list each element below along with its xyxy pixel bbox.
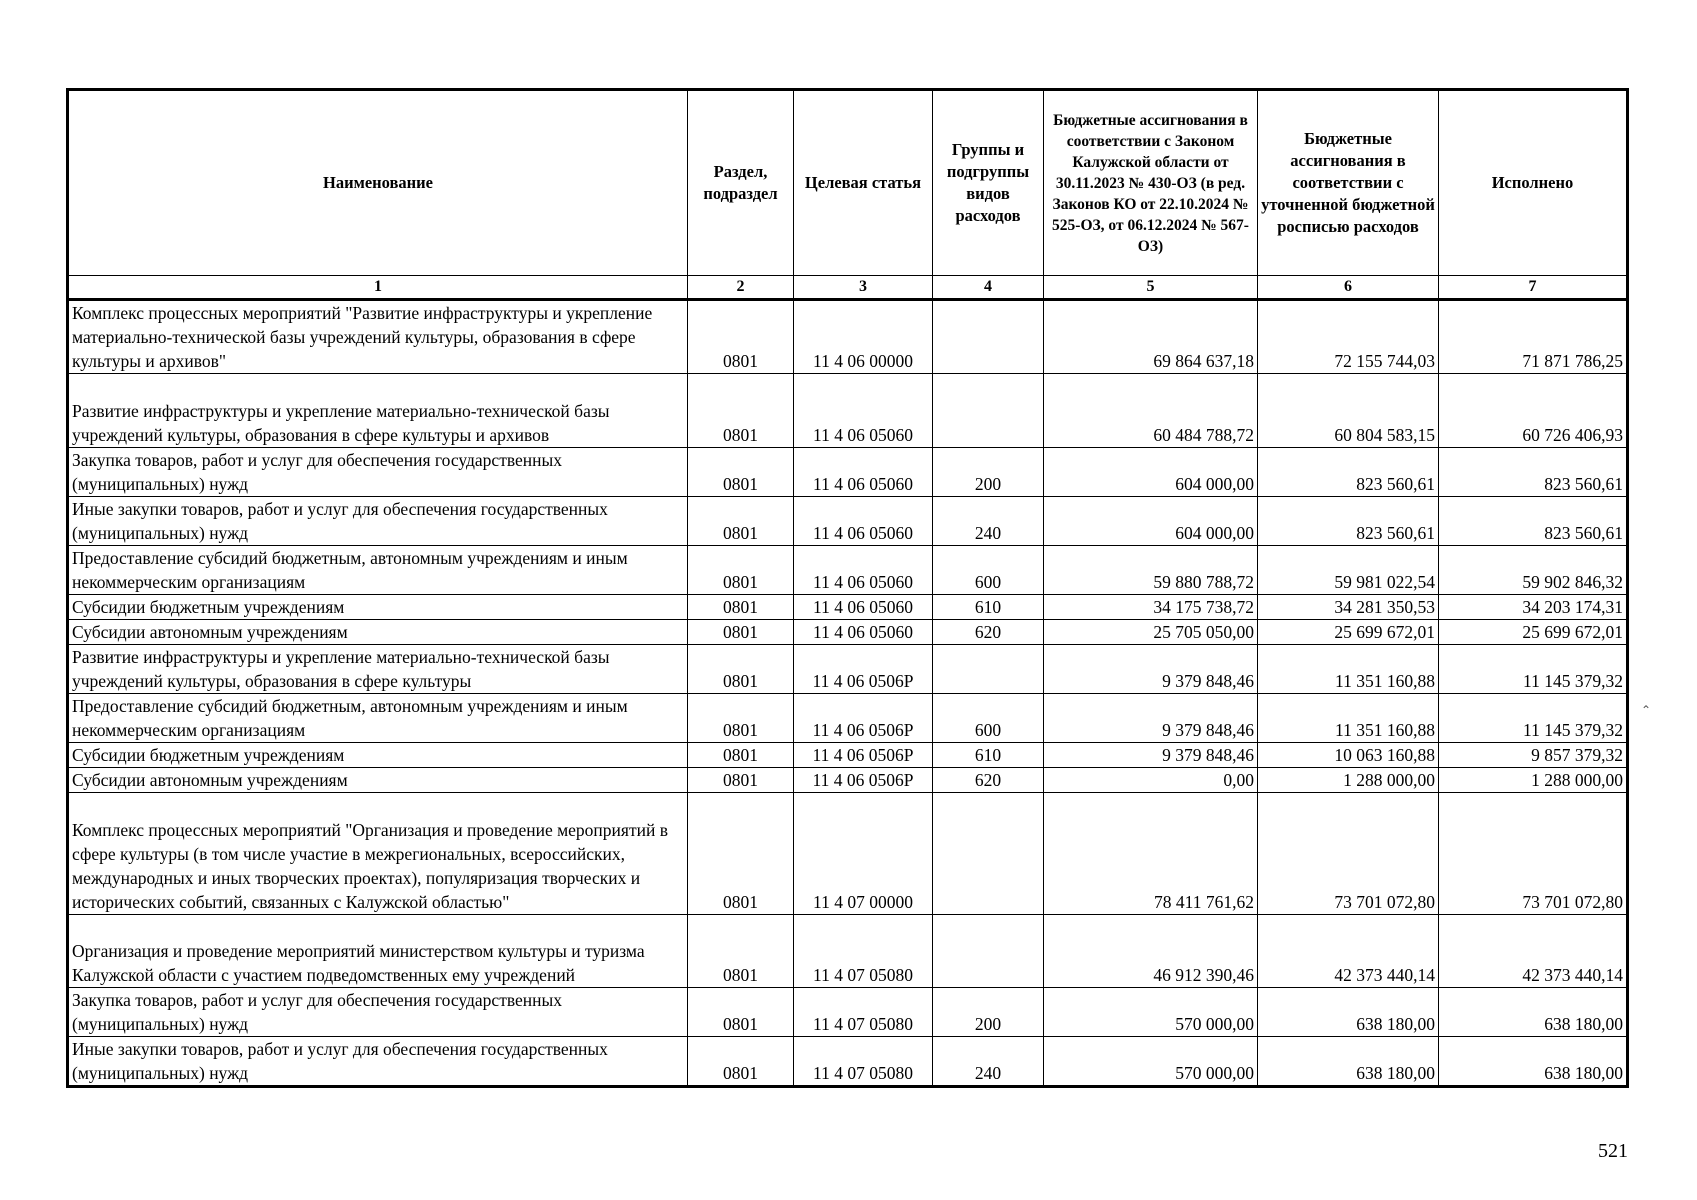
row-executed: 11 145 379,32 bbox=[1439, 645, 1628, 694]
row-section: 0801 bbox=[688, 1037, 794, 1087]
row-refined: 25 699 672,01 bbox=[1258, 620, 1439, 645]
row-executed: 638 180,00 bbox=[1439, 988, 1628, 1037]
row-refined: 60 804 583,15 bbox=[1258, 374, 1439, 448]
row-refined: 42 373 440,14 bbox=[1258, 915, 1439, 988]
row-target: 11 4 06 0506Р bbox=[794, 768, 933, 793]
row-law: 9 379 848,46 bbox=[1044, 743, 1258, 768]
row-law: 570 000,00 bbox=[1044, 988, 1258, 1037]
row-refined: 34 281 350,53 bbox=[1258, 595, 1439, 620]
row-section: 0801 bbox=[688, 768, 794, 793]
row-section: 0801 bbox=[688, 743, 794, 768]
row-law: 9 379 848,46 bbox=[1044, 694, 1258, 743]
row-refined: 59 981 022,54 bbox=[1258, 546, 1439, 595]
row-name: Субсидии бюджетным учреждениям bbox=[68, 743, 688, 768]
col-header-budget-refined: Бюджетные ассигнования в соответствии с уточненной бюджетной росписью расходов bbox=[1258, 90, 1439, 276]
row-executed: 42 373 440,14 bbox=[1439, 915, 1628, 988]
row-law: 69 864 637,18 bbox=[1044, 300, 1258, 374]
row-name: Развитие инфраструктуры и укрепление материально-технической базы учреждений культуры, образования в сфере культуры bbox=[68, 645, 688, 694]
row-section: 0801 bbox=[688, 300, 794, 374]
row-group: 240 bbox=[933, 1037, 1044, 1087]
row-name: Субсидии бюджетным учреждениям bbox=[68, 595, 688, 620]
row-executed: 823 560,61 bbox=[1439, 497, 1628, 546]
row-name: Закупка товаров, работ и услуг для обеспечения государственных (муниципальных) нужд bbox=[68, 988, 688, 1037]
row-section: 0801 bbox=[688, 988, 794, 1037]
row-name: Предоставление субсидий бюджетным, автономным учреждениям и иным некоммерческим организациям bbox=[68, 546, 688, 595]
row-target: 11 4 06 0506Р bbox=[794, 743, 933, 768]
row-group: 600 bbox=[933, 546, 1044, 595]
row-target: 11 4 07 05080 bbox=[794, 915, 933, 988]
row-law: 604 000,00 bbox=[1044, 497, 1258, 546]
row-law: 78 411 761,62 bbox=[1044, 793, 1258, 915]
budget-table bbox=[66, 88, 1629, 1088]
row-target: 11 4 06 05060 bbox=[794, 497, 933, 546]
col-header-target: Целевая статья bbox=[794, 90, 933, 276]
row-law: 604 000,00 bbox=[1044, 448, 1258, 497]
table-row bbox=[68, 1037, 1628, 1087]
row-refined: 10 063 160,88 bbox=[1258, 743, 1439, 768]
row-section: 0801 bbox=[688, 497, 794, 546]
row-target: 11 4 07 05080 bbox=[794, 1037, 933, 1087]
col-number: 2 bbox=[688, 276, 794, 300]
row-name: Субсидии автономным учреждениям bbox=[68, 620, 688, 645]
row-group: 620 bbox=[933, 620, 1044, 645]
row-group: 200 bbox=[933, 448, 1044, 497]
row-executed: 638 180,00 bbox=[1439, 1037, 1628, 1087]
row-group: 620 bbox=[933, 768, 1044, 793]
col-header-groups: Группы и подгруппы видов расходов bbox=[933, 90, 1044, 276]
row-refined: 823 560,61 bbox=[1258, 497, 1439, 546]
col-number: 1 bbox=[68, 276, 688, 300]
row-section: 0801 bbox=[688, 374, 794, 448]
row-name: Организация и проведение мероприятий министерством культуры и туризма Калужской области с участием подведомственных ему учреждений bbox=[68, 915, 688, 988]
row-refined: 638 180,00 bbox=[1258, 1037, 1439, 1087]
row-name: Комплекс процессных мероприятий "Развитие инфраструктуры и укрепление материально-технической базы учреждений культуры, образования в сфере культуры и архивов" bbox=[68, 300, 688, 374]
row-group: 600 bbox=[933, 694, 1044, 743]
table-row bbox=[68, 988, 1628, 1037]
page-number: 521 bbox=[1598, 1140, 1628, 1162]
row-executed: 1 288 000,00 bbox=[1439, 768, 1628, 793]
row-target: 11 4 06 05060 bbox=[794, 374, 933, 448]
table-row bbox=[68, 645, 1628, 694]
row-group bbox=[933, 645, 1044, 694]
row-executed: 73 701 072,80 bbox=[1439, 793, 1628, 915]
row-section: 0801 bbox=[688, 694, 794, 743]
row-executed: 60 726 406,93 bbox=[1439, 374, 1628, 448]
row-target: 11 4 06 05060 bbox=[794, 448, 933, 497]
col-header-name: Наименование bbox=[68, 90, 688, 276]
col-number: 7 bbox=[1439, 276, 1628, 300]
col-number: 6 bbox=[1258, 276, 1439, 300]
table-row bbox=[68, 595, 1628, 620]
row-law: 59 880 788,72 bbox=[1044, 546, 1258, 595]
table-row bbox=[68, 374, 1628, 448]
table-row bbox=[68, 793, 1628, 915]
row-target: 11 4 06 00000 bbox=[794, 300, 933, 374]
row-section: 0801 bbox=[688, 595, 794, 620]
table-row bbox=[68, 915, 1628, 988]
row-group bbox=[933, 374, 1044, 448]
col-number: 4 bbox=[933, 276, 1044, 300]
row-target: 11 4 06 05060 bbox=[794, 620, 933, 645]
row-section: 0801 bbox=[688, 620, 794, 645]
row-executed: 25 699 672,01 bbox=[1439, 620, 1628, 645]
row-executed: 9 857 379,32 bbox=[1439, 743, 1628, 768]
row-group: 610 bbox=[933, 595, 1044, 620]
row-target: 11 4 07 00000 bbox=[794, 793, 933, 915]
row-law: 60 484 788,72 bbox=[1044, 374, 1258, 448]
row-target: 11 4 06 0506Р bbox=[794, 645, 933, 694]
row-executed: 823 560,61 bbox=[1439, 448, 1628, 497]
row-law: 25 705 050,00 bbox=[1044, 620, 1258, 645]
row-refined: 11 351 160,88 bbox=[1258, 645, 1439, 694]
row-law: 34 175 738,72 bbox=[1044, 595, 1258, 620]
row-law: 0,00 bbox=[1044, 768, 1258, 793]
col-number: 3 bbox=[794, 276, 933, 300]
row-name: Комплекс процессных мероприятий "Организация и проведение мероприятий в сфере культуры (в том числе участие в межрегиональных, всероссийских, международных и иных творческих проектах), популяризация творческих и исторических событий, связанных с Калужской областью" bbox=[68, 793, 688, 915]
row-name: Развитие инфраструктуры и укрепление материально-технической базы учреждений культуры, образования в сфере культуры и архивов bbox=[68, 374, 688, 448]
row-section: 0801 bbox=[688, 645, 794, 694]
row-executed: 11 145 379,32 bbox=[1439, 694, 1628, 743]
table-row bbox=[68, 620, 1628, 645]
row-group: 610 bbox=[933, 743, 1044, 768]
table-row bbox=[68, 497, 1628, 546]
row-refined: 72 155 744,03 bbox=[1258, 300, 1439, 374]
row-name: Предоставление субсидий бюджетным, автономным учреждениям и иным некоммерческим организациям bbox=[68, 694, 688, 743]
row-refined: 11 351 160,88 bbox=[1258, 694, 1439, 743]
row-group: 240 bbox=[933, 497, 1044, 546]
row-refined: 73 701 072,80 bbox=[1258, 793, 1439, 915]
scan-mark: ⌃ bbox=[1641, 703, 1652, 717]
row-target: 11 4 06 05060 bbox=[794, 546, 933, 595]
row-section: 0801 bbox=[688, 448, 794, 497]
table-row bbox=[68, 694, 1628, 743]
col-header-section: Раздел, подраздел bbox=[688, 90, 794, 276]
row-name: Иные закупки товаров, работ и услуг для обеспечения государственных (муниципальных) нужд bbox=[68, 497, 688, 546]
row-group: 200 bbox=[933, 988, 1044, 1037]
row-law: 9 379 848,46 bbox=[1044, 645, 1258, 694]
row-refined: 1 288 000,00 bbox=[1258, 768, 1439, 793]
col-header-executed: Исполнено bbox=[1439, 90, 1628, 276]
row-name: Иные закупки товаров, работ и услуг для обеспечения государственных (муниципальных) нужд bbox=[68, 1037, 688, 1087]
row-section: 0801 bbox=[688, 793, 794, 915]
row-executed: 71 871 786,25 bbox=[1439, 300, 1628, 374]
row-executed: 59 902 846,32 bbox=[1439, 546, 1628, 595]
header-row bbox=[68, 90, 1628, 276]
row-target: 11 4 07 05080 bbox=[794, 988, 933, 1037]
table-row bbox=[68, 546, 1628, 595]
row-name: Закупка товаров, работ и услуг для обеспечения государственных (муниципальных) нужд bbox=[68, 448, 688, 497]
col-number: 5 bbox=[1044, 276, 1258, 300]
table-row bbox=[68, 448, 1628, 497]
row-section: 0801 bbox=[688, 546, 794, 595]
row-group bbox=[933, 915, 1044, 988]
row-name: Субсидии автономным учреждениям bbox=[68, 768, 688, 793]
table-row bbox=[68, 300, 1628, 374]
row-group bbox=[933, 793, 1044, 915]
budget-sheet bbox=[66, 88, 1626, 1088]
row-law: 570 000,00 bbox=[1044, 1037, 1258, 1087]
table-row bbox=[68, 743, 1628, 768]
row-refined: 638 180,00 bbox=[1258, 988, 1439, 1037]
column-number-row bbox=[68, 276, 1628, 300]
row-target: 11 4 06 0506Р bbox=[794, 694, 933, 743]
row-law: 46 912 390,46 bbox=[1044, 915, 1258, 988]
table-row bbox=[68, 768, 1628, 793]
row-executed: 34 203 174,31 bbox=[1439, 595, 1628, 620]
row-target: 11 4 06 05060 bbox=[794, 595, 933, 620]
row-refined: 823 560,61 bbox=[1258, 448, 1439, 497]
col-header-budget-law: Бюджетные ассигнования в соответствии с Законом Калужской области от 30.11.2023 № 430-ОЗ (в ред. Законов КО от 22.10.2024 № 525-ОЗ, от 06.12.2024 № 567-ОЗ) bbox=[1044, 90, 1258, 276]
row-group bbox=[933, 300, 1044, 374]
row-section: 0801 bbox=[688, 915, 794, 988]
